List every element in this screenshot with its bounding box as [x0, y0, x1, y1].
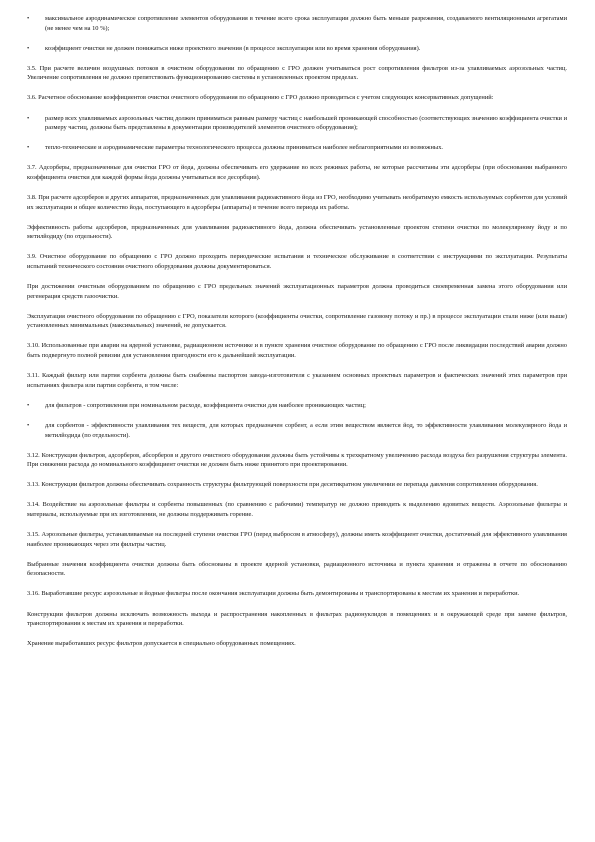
clause-3-11: 3.11. Каждый фильтр или партия сорбента должны быть снабжены паспортом завода-изготовителя с указанием основных проектных параметров и фактических значений этих параметров при испытаниях фильтра или партии сорбента, в том числе: — [27, 372, 567, 389]
clause-3-7: 3.7. Адсорберы, предназначенные для очистки ГРО от йода, должны обеспечивать его удержание во всех режимах работы, не которые рассчитаны эти адсорберы (при обосновании выбранного коэффициента очистки для каждой формы йода должны учитываться все десорбции). — [27, 164, 567, 181]
bullet-thermal-parameters: • тепло-технические и аэродинамические параметры технологического процесса должны приниматься наиболее неблагоприятными из возможных. — [27, 143, 567, 153]
clause-3-9: 3.9. Очистное оборудование по обращению с ГРО должно проходить периодические испытания и техническое обслуживание в соответствии с инструкциями по эксплуатации. Результаты испытаний технического состояния очистного оборудования должны документироваться. — [27, 253, 567, 270]
bullet-particle-size: • размер всех улавливаемых аэрозольных частиц должен приниматься равным размеру частиц с наибольшей проникающей способностью (соответствующих значению коэффициента очистки и размеру частиц, должны быть представлены в документации производителей элементов очистного оборудования); — [27, 114, 567, 133]
clause-3-13: 3.13. Конструкции фильтров должны обеспечивать сохранность структуры фильтрующей поверхности при десятикратном увеличении ее перепада давления сопротивления оборудования. — [27, 481, 538, 489]
clause-3-10: 3.10. Использованные при аварии на ядерной установке, радиационном источнике и в пункте хранения очистное оборудование по обращению с ГРО после ликвидации последствий аварии должно быть подвергнуто полной ревизии для установления пригодности его к дальнейшей эксплуатации. — [27, 342, 567, 360]
bullet-max-resistance: • максимальное аэродинамическое сопротивление элементов оборудования в течение всего срока эксплуатации должно быть меньше разрежения, создаваемого вентиляционными агрегатами (не менее чем на 10 %); — [27, 14, 567, 33]
bullet-for-filters: • для фильтров - сопротивления при номинальном расходе, коэффициента очистки для наиболее проникающих частиц; — [27, 401, 567, 411]
paragraph-limit-replacement: При достижении очистным оборудованием по обращению с ГРО предельных значений эксплуатационных параметров должна проводиться своевременная замена этого оборудования или регенерация средств газоочистки. — [27, 283, 567, 300]
clause-3-15: 3.15. Аэрозольные фильтры, устанавливаемые на последней ступени очистки ГРО (перед выбросом в атмосферу), должны иметь коэффициент очистки, достаточный для эффективного улавливания наиболее проникающих через эти фильтры частиц. — [27, 531, 567, 548]
clause-3-12: 3.12. Конструкции фильтров, адсорберов, абсорберов и другого очистного оборудования должны быть устойчивы к трехкратному увеличению расхода воздуха без разрушения структуры элемента. При снижении расхода до номинального коэффициент очистки не должен быть ниже принятого при проектировании. — [27, 451, 567, 469]
document-body — [27, 14, 567, 649]
clause-3-14: 3.14. Воздействие на аэрозольные фильтры и сорбенты повышенных (по сравнению с рабочими) температур не должно приводить к выделению ядовитых веществ. Аэрозольные фильтры и материалы, используемые при их изготовлении, не должны поддерживать горение. — [27, 501, 567, 518]
clause-3-5: 3.5. При расчете величин воздушных потоков в очистном оборудовании по обращению с ГРО должен учитываться рост сопротивления фильтров из-за улавливаемых аэрозольных частиц. Увеличение сопротивления не должно препятствовать функционированию системы в установленных проектом пределах. — [27, 64, 567, 82]
paragraph-filter-design: Конструкции фильтров должны исключать возможность выхода и распространения накопленных в фильтрах радионуклидов в помещениях и в окружающей среде при замене фильтров, транспортировании к местам их хранения и переработки. — [27, 610, 567, 628]
clause-3-6: 3.6. Расчетное обоснование коэффициентов очистки очистного оборудования по обращению с ГРО должно проводиться с учетом следующих консервативных допущений: — [27, 94, 494, 102]
clause-3-16: 3.16. Выработавшие ресурс аэрозольные и йодные фильтры после окончания эксплуатации должны быть демонтированы и транспортированы к местам их хранения и переработки. — [27, 590, 520, 598]
paragraph-operation-forbidden: Эксплуатация очистного оборудования по обращению с ГРО, показатели которого (коэффициенты очистки, сопротивление газовому потоку и пр.) в процессе эксплуатации стали ниже (или выше) установленных минимальных (максимальных) значений, не допускается. — [27, 312, 567, 330]
bullet-for-sorbents: • для сорбентов - эффективности улавливания тех веществ, для которых предназначен сорбент, а если этим веществом является йод, то эффективности улавливания молекулярного йода и метилйодида (по отдельности). — [27, 421, 567, 440]
paragraph-filter-storage: Хранение выработавших ресурс фильтров допускается в специально оборудованных помещениях. — [27, 640, 296, 648]
bullet-cleaning-coefficient: • коэффициент очистки не должен понижаться ниже проектного значения (в процессе эксплуатации или во время хранения оборудования). — [27, 44, 567, 54]
paragraph-adsorber-efficiency: Эффективность работы адсорберов, предназначенных для улавливания радиоактивного йода, должна обеспечивать установленные проектом степени очистки по молекулярному йоду и по метилйодиду (по отдельности). — [27, 223, 567, 241]
paragraph-coefficient-justification: Выбранные значения коэффициента очистки должны быть обоснованы в проекте ядерной установки, радиационного источника и пункта хранения и отражены в отчете по обоснованию безопасности. — [27, 560, 567, 578]
clause-3-8: 3.8. При расчете адсорберов и других аппаратов, предназначенных для улавливания радиоактивного йода из ГРО, необходимо учитывать необратимую емкость используемых сорбентов для условий их эксплуатации и общее количество йода, поступающего в адсорберы (аппараты) в течение всего периода их работы. — [27, 194, 567, 211]
